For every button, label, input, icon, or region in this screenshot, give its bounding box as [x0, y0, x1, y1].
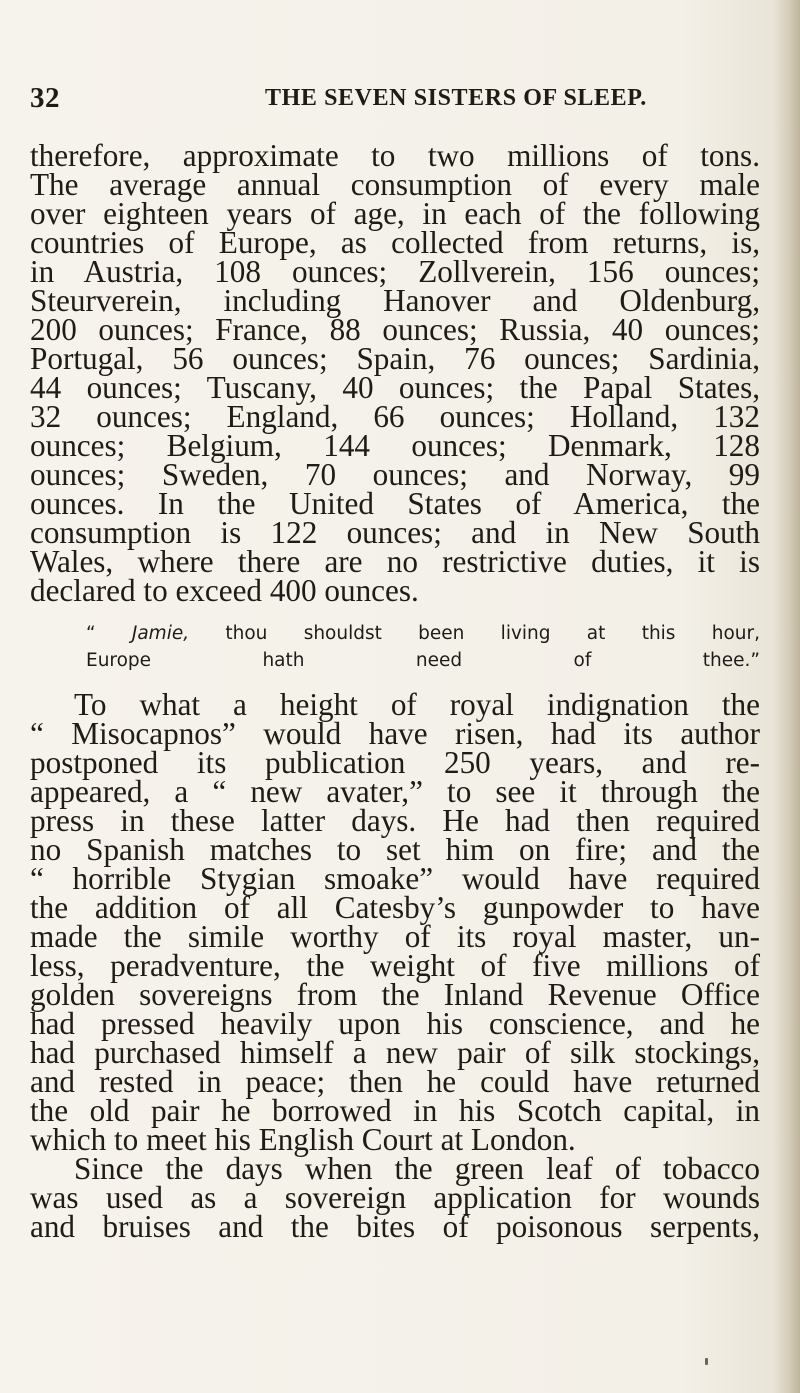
paragraph-3: [30, 1151, 760, 1244]
print-speck: [705, 1358, 708, 1365]
text-line: 32 ounces; England, 66 ounces; Holland, 132: [30, 399, 760, 434]
paragraph-2: [30, 687, 760, 1157]
text-line: had pressed heavily upon his conscience, and he: [30, 1006, 760, 1041]
text-line: The average annual consumption of every male: [30, 167, 760, 202]
text-line: postponed its publication 250 years, and re-: [30, 745, 760, 780]
body-text: [30, 138, 760, 1244]
text-line: the addition of all Catesby’s gunpowder to have: [30, 890, 760, 925]
quote-italic-name: Jamie,: [131, 623, 190, 644]
text-line: press in these latter days. He had then required: [30, 803, 760, 838]
text-line: Wales, where there are no restrictive duties, it is: [30, 544, 760, 579]
text-line: made the simile worthy of its royal master, un-: [30, 919, 760, 954]
text-line: ounces; Belgium, 144 ounces; Denmark, 128: [30, 428, 760, 463]
text-line: was used as a sovereign application for wounds: [30, 1180, 760, 1215]
text-line: over eighteen years of age, in each of the following: [30, 196, 760, 231]
text-line: Portugal, 56 ounces; Spain, 76 ounces; Sardinia,: [30, 341, 760, 376]
text-line: therefore, approximate to two millions of tons.: [30, 138, 760, 173]
running-title: THE SEVEN SISTERS OF SLEEP.: [265, 85, 647, 111]
text-line: 44 ounces; Tuscany, 40 ounces; the Papal States,: [30, 370, 760, 405]
page-edge-shadow: [772, 0, 800, 1393]
quote-line-1-rest: thou shouldst been living at this hour,: [189, 623, 760, 644]
text-line: To what a height of royal indignation the: [74, 687, 760, 722]
paragraph-1: [30, 138, 760, 608]
text-line: ounces. In the United States of America, the: [30, 486, 760, 521]
text-line: ounces; Sweden, 70 ounces; and Norway, 99: [30, 457, 760, 492]
page-number: 32: [30, 82, 60, 114]
text-line: had purchased himself a new pair of silk stockings,: [30, 1035, 760, 1070]
text-line: consumption is 122 ounces; and in New South: [30, 515, 760, 550]
text-line: which to meet his English Court at London.: [30, 1122, 576, 1157]
text-line: golden sovereigns from the Inland Revenue Office: [30, 977, 760, 1012]
text-line: the old pair he borrowed in his Scotch capital, in: [30, 1093, 760, 1128]
quote-open-mark: “: [86, 623, 132, 644]
text-line: declared to exceed 400 ounces.: [30, 573, 419, 608]
text-line: and bruises and the bites of poisonous serpents,: [30, 1209, 760, 1244]
text-line: and rested in peace; then he could have returned: [30, 1064, 760, 1099]
text-line: 200 ounces; France, 88 ounces; Russia, 40 ounces;: [30, 312, 760, 347]
text-line: less, peradventure, the weight of five millions of: [30, 948, 760, 983]
quote-line-1: [86, 620, 760, 647]
text-line: countries of Europe, as collected from returns, is,: [30, 225, 760, 260]
quote-line-2: Europe hath need of thee.”: [86, 650, 760, 671]
text-line: “ horrible Stygian smoake” would have required: [30, 861, 760, 896]
running-head: [30, 82, 750, 114]
text-line: appeared, a “ new avater,” to see it through the: [30, 774, 760, 809]
text-line: no Spanish matches to set him on fire; and the: [30, 832, 760, 867]
text-line: Steurverein, including Hanover and Oldenburg,: [30, 283, 760, 318]
text-line: Since the days when the green leaf of tobacco: [74, 1151, 760, 1186]
text-line: “ Misocapnos” would have risen, had its author: [30, 716, 760, 751]
text-line: in Austria, 108 ounces; Zollverein, 156 ounces;: [30, 254, 760, 289]
verse-quotation: [30, 620, 760, 674]
